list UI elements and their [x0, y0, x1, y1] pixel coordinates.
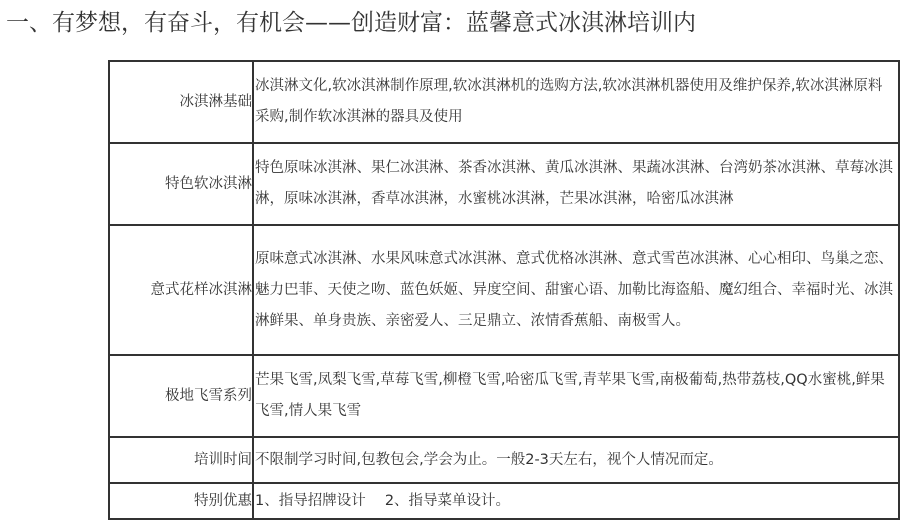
row-content: 1、指导招牌设计 2、指导菜单设计。	[253, 483, 899, 519]
row-content: 特色原味冰淇淋、果仁冰淇淋、茶香冰淇淋、黄瓜冰淇淋、果蔬冰淇淋、台湾奶茶冰淇淋、草莓冰淇淋，原味冰淇淋，香草冰淇淋，水蜜桃冰淇淋，芒果冰淇淋，哈密瓜冰淇淋	[253, 143, 899, 225]
table-row-training-time	[109, 437, 899, 483]
row-label: 特别优惠	[109, 483, 253, 519]
row-label: 冰淇淋基础	[109, 61, 253, 143]
row-label: 极地飞雪系列	[109, 355, 253, 437]
table-row-special-offer	[109, 483, 899, 519]
table-row-polar-snow-series	[109, 355, 899, 437]
row-label: 特色软冰淇淋	[109, 143, 253, 225]
row-content: 不限制学习时间,包教包会,学会为止。一般2-3天左右，视个人情况而定。	[253, 437, 899, 483]
training-content-table	[108, 60, 900, 520]
page-title: 一、有梦想，有奋斗，有机会——创造财富：蓝馨意式冰淇淋培训内	[6, 10, 696, 36]
row-content: 芒果飞雪,凤梨飞雪,草莓飞雪,柳橙飞雪,哈密瓜飞雪,青苹果飞雪,南极葡萄,热带荔枝,QQ水蜜桃,鲜果飞雪,情人果飞雪	[253, 355, 899, 437]
row-label: 培训时间	[109, 437, 253, 483]
table-row-italian-fancy-ice-cream	[109, 225, 899, 355]
table-row-special-soft-ice-cream	[109, 143, 899, 225]
row-label: 意式花样冰淇淋	[109, 225, 253, 355]
row-content: 原味意式冰淇淋、水果风味意式冰淇淋、意式优格冰淇淋、意式雪芭冰淇淋、心心相印、鸟巢之恋、魅力巴菲、天使之吻、蓝色妖姬、异度空间、甜蜜心语、加勒比海盗船、魔幻组合、幸福时光、冰淇淋鲜果、单身贵族、亲密爱人、三足鼎立、浓情香蕉船、南极雪人。	[253, 225, 899, 355]
row-content: 冰淇淋文化,软冰淇淋制作原理,软冰淇淋机的选购方法,软冰淇淋机器使用及维护保养,软冰淇淋原料采购,制作软冰淇淋的器具及使用	[253, 61, 899, 143]
table-row-ice-cream-basics	[109, 61, 899, 143]
